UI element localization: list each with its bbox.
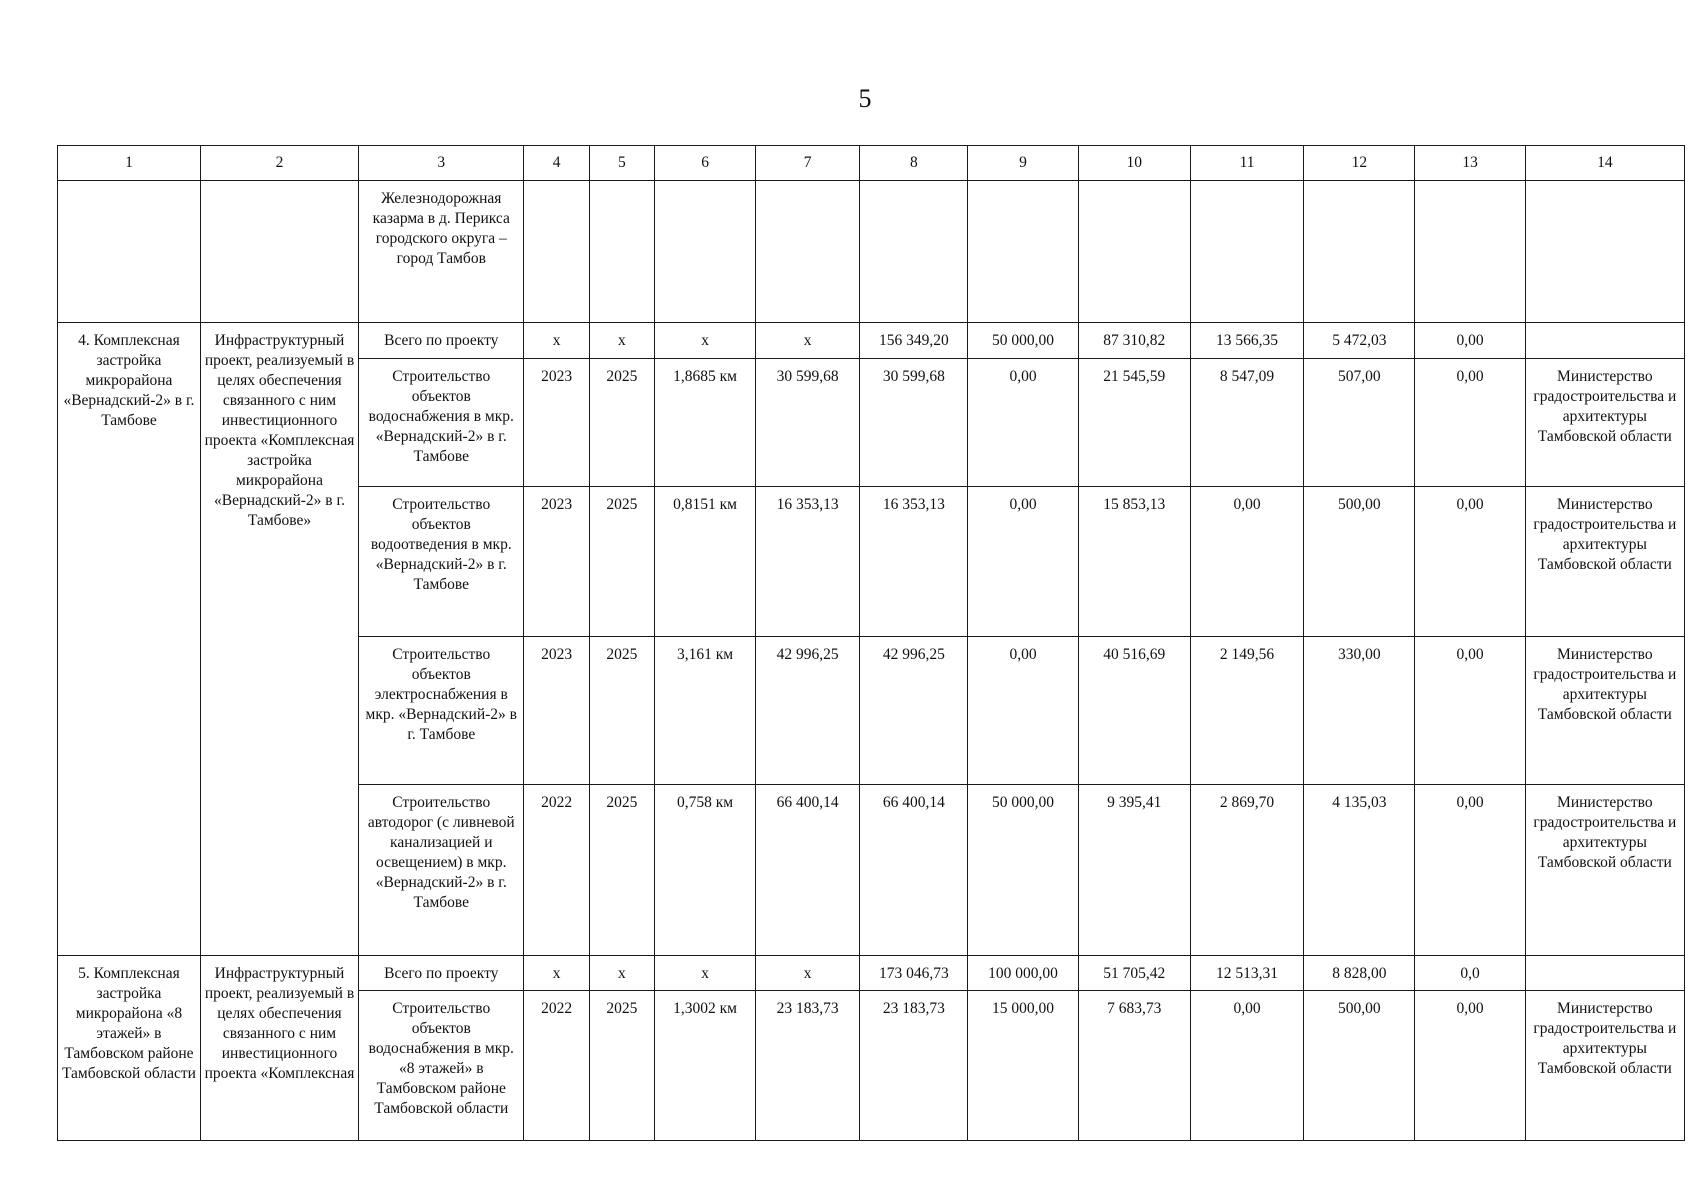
value-cell: 0,00 <box>1415 991 1525 1141</box>
total-cell: x <box>589 956 654 991</box>
total-cell: x <box>524 323 589 358</box>
value-cell: 2025 <box>589 785 654 956</box>
value-cell: 330,00 <box>1304 636 1415 785</box>
object-name-cell: Строительство объектов водоотведения в мкр. «Вернадский-2» в г. Тамбове <box>359 486 524 636</box>
empty-cell <box>589 181 654 323</box>
empty-cell <box>1078 181 1190 323</box>
header-cell: 12 <box>1304 146 1415 181</box>
total-cell: 87 310,82 <box>1078 323 1190 358</box>
header-cell: 5 <box>589 146 654 181</box>
value-cell: 30 599,68 <box>860 358 968 486</box>
value-cell: 15 000,00 <box>968 991 1078 1141</box>
page-number: 5 <box>858 84 872 113</box>
total-cell: Всего по проекту <box>359 323 524 358</box>
value-cell: 500,00 <box>1304 991 1415 1141</box>
value-cell: 0,00 <box>1190 991 1303 1141</box>
total-cell: 50 000,00 <box>968 323 1078 358</box>
value-cell: 0,00 <box>1415 486 1525 636</box>
empty-cell <box>1304 181 1415 323</box>
total-cell: 0,00 <box>1415 323 1525 358</box>
empty-cell <box>200 181 358 323</box>
value-cell: 42 996,25 <box>860 636 968 785</box>
value-cell: 0,00 <box>1190 486 1303 636</box>
total-cell: 156 349,20 <box>860 323 968 358</box>
value-cell: 2 869,70 <box>1190 785 1303 956</box>
value-cell: 42 996,25 <box>756 636 860 785</box>
header-row <box>58 146 1685 181</box>
total-cell <box>1525 956 1684 991</box>
value-cell: 2023 <box>524 636 589 785</box>
value-cell: 50 000,00 <box>968 785 1078 956</box>
empty-cell <box>524 181 589 323</box>
header-cell: 11 <box>1190 146 1303 181</box>
value-cell: 0,00 <box>968 486 1078 636</box>
value-cell: 23 183,73 <box>756 991 860 1141</box>
responsible-cell: Министерство градостроительства и архитектуры Тамбовской области <box>1525 785 1684 956</box>
total-cell: x <box>756 956 860 991</box>
value-cell: 2025 <box>589 636 654 785</box>
project-type-cell: Инфраструктурный проект, реализуемый в целях обеспечения связанного с ним инвестиционного проекта «Комплексная <box>200 956 358 1141</box>
project-total-row <box>58 323 1685 358</box>
value-cell: 7 683,73 <box>1078 991 1190 1141</box>
header-cell: 3 <box>359 146 524 181</box>
empty-cell <box>655 181 756 323</box>
total-cell: 13 566,35 <box>1190 323 1303 358</box>
header-cell: 2 <box>200 146 358 181</box>
program-table <box>57 145 1685 1141</box>
responsible-cell: Министерство градостроительства и архитектуры Тамбовской области <box>1525 358 1684 486</box>
header-cell: 6 <box>655 146 756 181</box>
total-cell: 100 000,00 <box>968 956 1078 991</box>
empty-cell <box>58 181 201 323</box>
responsible-cell: Министерство градостроительства и архитектуры Тамбовской области <box>1525 486 1684 636</box>
value-cell: 66 400,14 <box>756 785 860 956</box>
object-name-cell: Строительство объектов электроснабжения в мкр. «Вернадский-2» в г. Тамбове <box>359 636 524 785</box>
header-cell: 13 <box>1415 146 1525 181</box>
object-name-cell: Строительство объектов водоснабжения в мкр. «Вернадский-2» в г. Тамбове <box>359 358 524 486</box>
value-cell: 9 395,41 <box>1078 785 1190 956</box>
value-cell: 0,00 <box>968 636 1078 785</box>
empty-cell <box>756 181 860 323</box>
value-cell: 40 516,69 <box>1078 636 1190 785</box>
project-total-row <box>58 956 1685 991</box>
total-cell: x <box>655 323 756 358</box>
value-cell: 0,00 <box>968 358 1078 486</box>
value-cell: 21 545,59 <box>1078 358 1190 486</box>
value-cell: 507,00 <box>1304 358 1415 486</box>
empty-cell <box>1415 181 1525 323</box>
project-name-cell: 4. Комплексная застройка микрорайона «Вернадский-2» в г. Тамбове <box>58 323 201 956</box>
empty-cell <box>1525 181 1684 323</box>
value-cell: 0,00 <box>1415 358 1525 486</box>
value-cell: 2023 <box>524 358 589 486</box>
responsible-cell: Министерство градостроительства и архитектуры Тамбовской области <box>1525 991 1684 1141</box>
total-cell <box>1525 323 1684 358</box>
value-cell: 30 599,68 <box>756 358 860 486</box>
value-cell: 0,00 <box>1415 636 1525 785</box>
value-cell: 500,00 <box>1304 486 1415 636</box>
project-type-cell: Инфраструктурный проект, реализуемый в целях обеспечения связанного с ним инвестиционного проекта «Комплексная застройка микрорайона «Вернадский-2» в г. Тамбове» <box>200 323 358 956</box>
value-cell: 66 400,14 <box>860 785 968 956</box>
value-cell: 8 547,09 <box>1190 358 1303 486</box>
value-cell: 0,758 км <box>655 785 756 956</box>
value-cell: 2022 <box>524 785 589 956</box>
value-cell: 2023 <box>524 486 589 636</box>
header-cell: 1 <box>58 146 201 181</box>
total-cell: x <box>524 956 589 991</box>
value-cell: 16 353,13 <box>860 486 968 636</box>
responsible-cell: Министерство градостроительства и архитектуры Тамбовской области <box>1525 636 1684 785</box>
total-cell: 5 472,03 <box>1304 323 1415 358</box>
value-cell: 16 353,13 <box>756 486 860 636</box>
object-name-cell: Железнодорожная казарма в д. Перикса городского округа – город Тамбов <box>359 181 524 323</box>
total-cell: 51 705,42 <box>1078 956 1190 991</box>
header-cell: 7 <box>756 146 860 181</box>
total-cell: 12 513,31 <box>1190 956 1303 991</box>
header-cell: 14 <box>1525 146 1684 181</box>
value-cell: 3,161 км <box>655 636 756 785</box>
value-cell: 4 135,03 <box>1304 785 1415 956</box>
value-cell: 0,8151 км <box>655 486 756 636</box>
total-cell: x <box>756 323 860 358</box>
value-cell: 2022 <box>524 991 589 1141</box>
value-cell: 1,8685 км <box>655 358 756 486</box>
empty-cell <box>860 181 968 323</box>
header-cell: 10 <box>1078 146 1190 181</box>
header-cell: 8 <box>860 146 968 181</box>
value-cell: 0,00 <box>1415 785 1525 956</box>
project-name-cell: 5. Комплексная застройка микрорайона «8 этажей» в Тамбовском районе Тамбовской области <box>58 956 201 1141</box>
value-cell: 2025 <box>589 358 654 486</box>
value-cell: 2025 <box>589 486 654 636</box>
value-cell: 2025 <box>589 991 654 1141</box>
total-cell: Всего по проекту <box>359 956 524 991</box>
value-cell: 2 149,56 <box>1190 636 1303 785</box>
value-cell: 15 853,13 <box>1078 486 1190 636</box>
object-name-cell: Строительство автодорог (с ливневой канализацией и освещением) в мкр. «Вернадский-2» в г. Тамбове <box>359 785 524 956</box>
header-cell: 4 <box>524 146 589 181</box>
value-cell: 1,3002 км <box>655 991 756 1141</box>
object-name-cell: Строительство объектов водоснабжения в мкр. «8 этажей» в Тамбовском районе Тамбовской области <box>359 991 524 1141</box>
empty-cell <box>1190 181 1303 323</box>
total-cell: x <box>589 323 654 358</box>
total-cell: 8 828,00 <box>1304 956 1415 991</box>
total-cell: x <box>655 956 756 991</box>
empty-cell <box>968 181 1078 323</box>
total-cell: 0,0 <box>1415 956 1525 991</box>
continuation-row <box>58 181 1685 323</box>
value-cell: 23 183,73 <box>860 991 968 1141</box>
total-cell: 173 046,73 <box>860 956 968 991</box>
header-cell: 9 <box>968 146 1078 181</box>
